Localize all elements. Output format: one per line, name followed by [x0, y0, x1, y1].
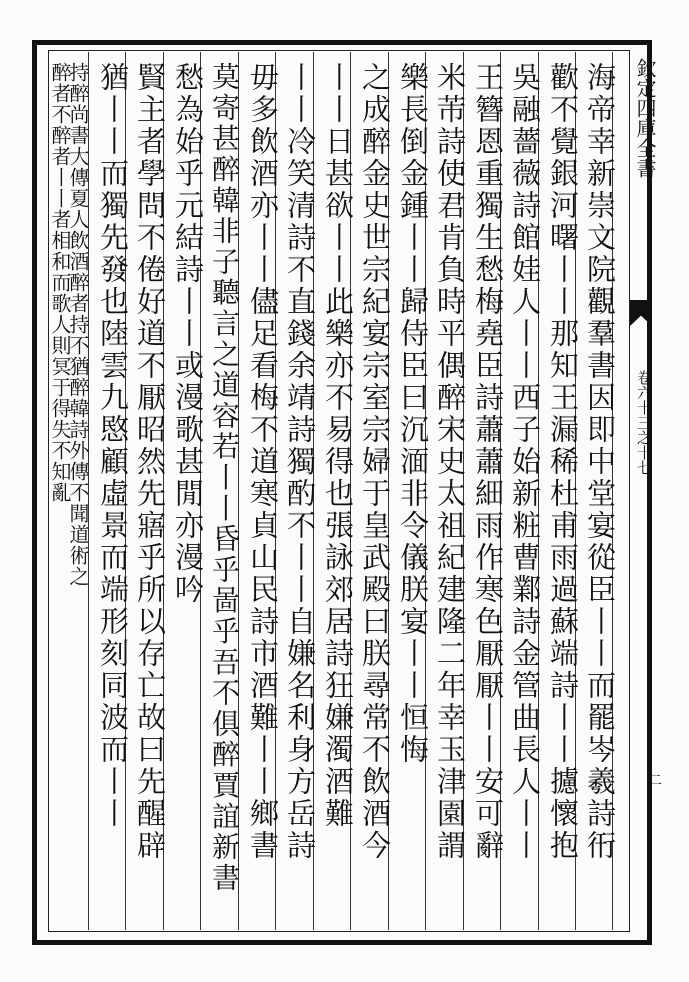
volume-label: 卷六十三之十七: [635, 370, 653, 475]
text-column-15: 持醉尚書大傳夏人飲酒醉者持不猶醉韓詩外傳不聞道術之: [66, 62, 90, 587]
text-column-2: 歡不覺銀河曙丨丨那知王漏稀杜甫雨過蘇端詩丨丨攄懷抱: [546, 62, 580, 862]
text-column-10: 毋多飲酒亦丨丨儘足看梅不道寒貞山民詩市酒難丨丨鄉書: [246, 62, 280, 862]
text-column-7: 之成醉金史世宗紀宴宗室宗婦于皇武殿曰朕尋常不飲酒今: [358, 62, 392, 862]
text-column-3: 吳融薔薇詩館娃人丨丨西子始新粧曹鄴詩金管曲長人丨丨: [508, 62, 542, 862]
text-column-6: 樂長倒金鍾丨丨歸侍臣曰沉湎非令儀朕宴丨丨恒悔: [396, 62, 430, 766]
text-column-11: 莫寄甚醉韓非子聽言之道容若丨丨昏乎啚乎吾不俱醉賈誼新書: [208, 62, 241, 894]
text-column-14: 猶丨丨而獨先發也陸雲九愍顧虛景而端形刻同波而丨丨: [96, 62, 130, 830]
text-column-13: 賢主者學問不倦好道不厭昭然先寤乎所以存亡故曰先醒辟: [133, 62, 167, 862]
text-column-9: 丨丨冷笑清詩不直錢余靖詩獨酌不丨丨自嫌名利身方岳詩: [283, 62, 317, 862]
text-column-4: 王簪恩重獨生愁梅堯臣詩蕭蕭細雨作寒色厭厭丨丨安可辭: [471, 62, 505, 862]
text-column-8: 丨丨日甚欲丨丨此樂亦不易得也張詠郊居詩狂嫌濁酒難: [321, 62, 355, 830]
page-number: 二: [648, 773, 662, 789]
text-column-1: 海帝幸新崇文院觀羣書因即中堂宴從臣丨丨而罷岑羲詩衎: [583, 62, 617, 862]
text-column-16: 醉者不醉者丨丨者相和而歌人則冥于得失不知亂: [48, 62, 72, 503]
text-column-5: 米芾詩使君肯負時平偶醉宋史太祖紀建隆二年幸玉津園謂: [433, 62, 467, 862]
book-title: 欽定四庫全書: [633, 58, 657, 178]
text-column-12: 愁為始乎元結詩丨丨或漫歌甚閒亦漫吟: [171, 62, 205, 606]
